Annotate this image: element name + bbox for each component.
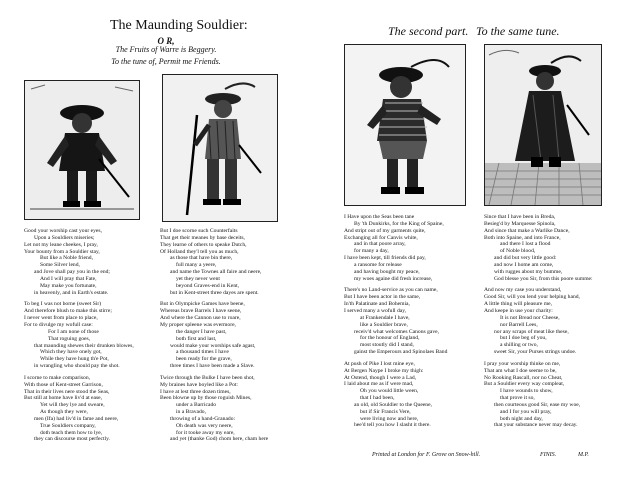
verse-line: throwing of a hand-Granado: [170,415,236,422]
verse-line: a shilling or two, [500,342,538,349]
verse-line: But a Souldier every way compleat, [484,381,565,388]
verse-line: There's no Land-service as you can name, [344,287,438,294]
verse-line: They learne of others to speake Dutch, [160,241,247,248]
printer-imprint: Printed at London for F. Grove on Snow-hill. [372,452,481,458]
verse-line: nor any scraps of meat like these, [494,328,569,335]
verse-line: nor Barrell Lees, [500,321,538,328]
verse-line: Both into Spaine, and into France, [484,234,561,241]
verse-line: I have been kept, till friends did pay, [344,255,426,262]
verse-line: Good Sir, will you lend your helping hand, [484,294,580,301]
verse-line: Oh you would little ween, [360,388,419,395]
verse-line: But in Olympicke Games have beene, [160,301,245,308]
verse-line: full many a yeere, [176,262,217,269]
verse-line: that I had been, [360,395,395,402]
verse-line: the danger I have past, [176,328,227,335]
verse-line: like a Souldier brave, [360,321,408,328]
verse-line: of Noble blood, [500,248,536,255]
verse-line: As though they were, [40,409,88,416]
woodcut-soldier-cloak [484,44,602,206]
verse-line: May make you fortunate, [40,282,97,289]
verse-line: I Have upon the Seas been tane [344,214,415,220]
verse-line: Besieg'd by Marquesse Spinola, [484,220,556,227]
verse-line: and did but very little good: [494,255,557,262]
verse-line: By 'th Dunkirks, for the King of Spaine, [354,220,444,227]
verse-line: and now I home am come, [494,261,554,268]
verse-line: My proper spleene was evermore, [160,321,236,328]
verse-line: Which they have onely got, [40,349,102,356]
verse-line: been ready for the grave, [176,356,232,363]
verse-line: and yet (thanke God) chom here, cham here [170,436,269,443]
second-part-heading: The second part. [388,24,469,38]
verse-line: True Souldiers company, [40,422,96,429]
verse-line: It is not Bread nor Cheese, [500,314,560,321]
verse-line: and in that poore array, [354,241,406,248]
verse-line: I never went from place to place, [24,315,98,322]
verse-line: and I for you will pray, [500,408,552,415]
verse-line: Exchanging all for Canvis white, [344,234,418,241]
verse-line: were living now and here, [360,415,419,422]
verse-line: in heavenly, and in Earth's estate. [34,289,109,296]
verse-line: hee'd tell you how I slasht it there. [354,422,431,429]
verse-line: And where the Cannon use to roare, [160,315,241,322]
verse-line: I have wounds to show, [500,388,553,395]
verse-line: To beg I was not borne (sweet Sir) [24,301,102,308]
verse-line: And now my case you understand, [484,287,562,294]
verse-line: While they have hung th'e Pot, [40,356,109,363]
verse-line: under a Barricado [176,402,217,409]
verse-line: but if Sir Francis Vere, [360,408,411,415]
verse-line: both night and day, [500,415,543,422]
verse-line: I have at lest three dozen times, [160,388,231,395]
verse-line: But I doe scorne such Counterfaits [160,228,238,234]
verse-line: men (Ifa) had liv'd in fame and neere, [34,415,119,422]
verse-line: that maunding shewes their drunken blowes, [34,342,134,349]
verse-line: but I doe beg of you, [500,335,547,342]
verse-line: But I have been actor in the same, [344,294,421,301]
verse-line: And therefore blush to make this stirre; [24,308,112,315]
woodcut-soldier-armour [344,44,466,206]
verse-line: then courteous good Sir, ease my woe, [494,401,581,408]
verse-line: At Ostend, though I were a Lad, [344,374,417,381]
verse-line: Of Holland they'l tell you as much, [160,248,239,255]
verse-line: I pray your worship thinke on me, [484,360,561,367]
verse-line: Your bounty from a Souldier stay, [24,248,100,255]
verse-line: for many a day, [354,248,389,255]
verse-line: they can discourse most perfectly. [34,436,110,443]
verse-line: That get their meanes by base deceits, [160,234,245,241]
verse-line: gainst the Emperours and Spinolaes Band [354,349,448,356]
verse-line: my woes againe did fresh increase, [354,275,433,282]
verse-line: That am what I doe seeme to be, [484,367,557,374]
verse-line: And stript out of my garments quite, [344,227,426,234]
verse-line: at Frankendale I have, [360,314,410,321]
verse-line: Been blowne up by those roguish Mines, [160,395,252,402]
tune-line: To the tune of, Permit me Friends. [111,57,221,66]
verse-line: And keepe in use your charity: [484,307,553,314]
verse-line: for the honour of England, [360,335,420,342]
verse-line: That in their lives nere stood the Seas, [24,388,110,395]
verse-line: Whereas brave Barrels I have seene, [160,308,242,315]
verse-line: God blesse you Sir, from this poore summe: [494,275,593,282]
verse-line: and there I lost a flood [500,241,551,248]
verse-line: A little thing will pleasure me, [484,301,553,308]
verse-line: For I am none of those [48,328,99,335]
verse-line: and Jove shall pay you in the end; [34,269,110,276]
verse-line: With those of Kent-street Garrison, [24,381,103,388]
verse-line: Yet will they lye and sweare, [40,402,105,409]
verse-line: I served many a wofull day, [344,307,407,314]
ballad-subtitle: The Fruits of Warre is Beggery. [115,45,217,54]
verse-line: both first and last, [176,335,217,342]
verse-line: three times I have been made a Slave. [170,363,255,370]
verse-line: Good your worship cast your eyes, [24,228,102,234]
verse-line: and having bought my peace, [354,268,420,275]
woodcut-soldier-staff [162,74,278,222]
verse-line: Oh death was very neere, [176,422,233,429]
author-initials: M.P. [578,452,589,458]
verse-line: that prove it so, [500,395,535,402]
verse-line: beyond Graves-end in Kent, [176,282,240,289]
same-tune-heading: To the same tune. [476,24,560,38]
verse-line: But still at home have liv'd at ease, [24,395,103,402]
verse-line: Some Silver lend, [40,262,80,269]
verse-line: That roguing goes, [48,335,91,342]
verse-line: But like a Noble friend, [40,255,93,262]
verse-column-2 [160,228,294,443]
verse-line: In'th Palatinate and Bohemia, [344,301,410,308]
verse-line: yet they never went [176,275,220,282]
verse-line: most stoutly did I stand, [360,342,414,349]
verse-line: receiv'd what welcomes Canons gave, [354,328,440,335]
verse-line: in wrangling who should pay the shot. [34,363,120,370]
verse-line: My braines have boyled like a Pot: [160,381,238,388]
title-or: O R, [157,36,175,46]
verse-column-3 [344,214,474,429]
verse-column-4 [484,214,620,429]
verse-line: an old, old Souldier to the Queene, [354,401,432,408]
verse-line: At push of Pike I lost mine eye, [344,360,415,367]
verse-line: And I will pray that Fate, [40,275,97,282]
verse-line: Upon a Souldiers miseries; [34,234,95,241]
ballad-title: The Maunding Souldier: [110,18,248,33]
verse-line: a ransome for release [354,261,402,268]
verse-line: No Rooking Rascall, nor no Cheat, [484,374,563,381]
verse-line: doth teach them how to lye, [40,429,103,436]
verse-line: in a Bravado, [176,409,206,416]
verse-line: For to divulge my wofull case: [24,321,93,328]
verse-column-1 [24,228,150,443]
verse-line: Since that I have been in Breda, [484,214,556,220]
verse-line: with rugges about my bumme, [494,268,563,275]
verse-line: And since that make a Warlike Dance, [484,227,570,234]
verse-line: that your substance never may decay. [494,422,578,429]
verse-line: At Bergen Naype I broke my thigh: [344,367,424,374]
verse-line: I laid about me as if were mad, [344,381,414,388]
verse-line: Twice through the Bulke I have been shot, [160,374,255,381]
verse-line: as those that have bin there, [170,255,233,262]
verse-line: a thousand times I have [176,349,229,356]
verse-line: but in Kent-street three dayes are spent. [170,289,259,296]
finis-mark: FINIS. [540,452,557,458]
verse-line: Let not my leane cheekes, I pray, [24,241,98,248]
verse-line: sweet Sir, your Purses strings undoe. [494,349,577,356]
verse-line: and name the Townes all faire and neere, [170,269,262,276]
verse-line: for it tooke away my eare, [176,429,235,436]
verse-line: I scorne to make comparison, [24,374,91,381]
verse-line: would make your worships safe agast, [170,342,256,349]
woodcut-soldier-left [24,80,140,220]
